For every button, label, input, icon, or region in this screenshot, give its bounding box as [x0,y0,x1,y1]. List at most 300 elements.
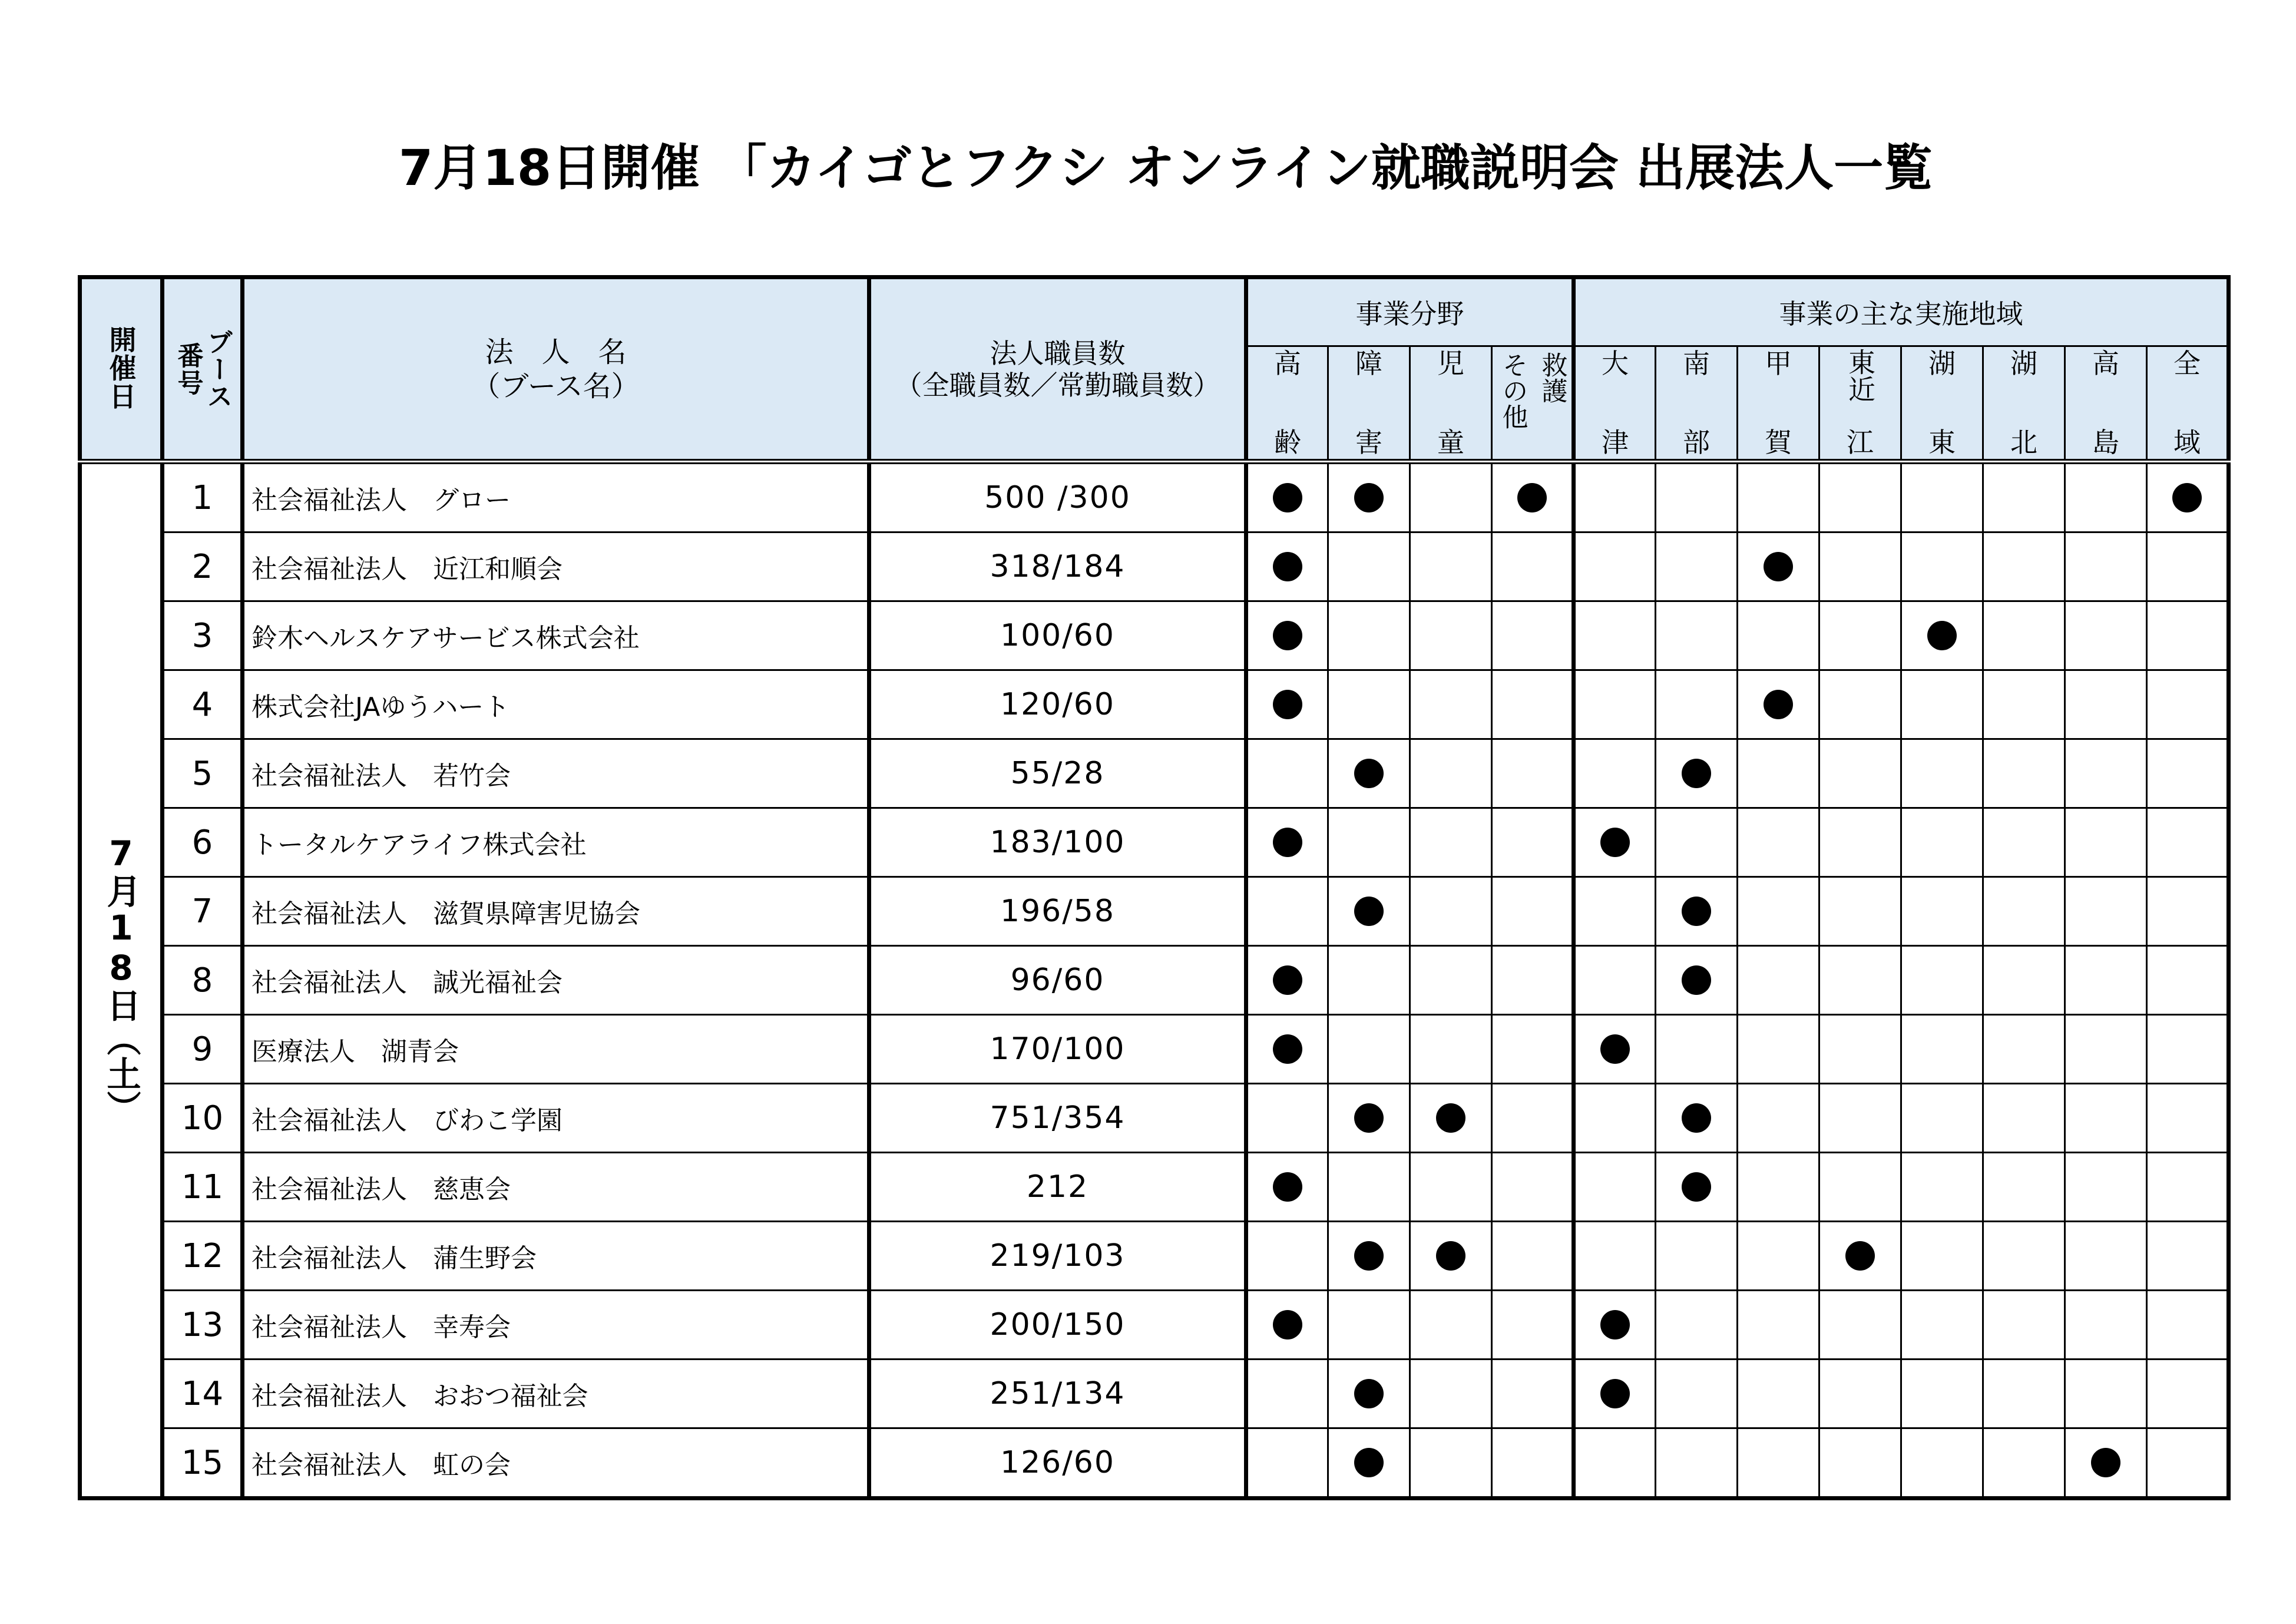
region-cell [1819,1153,1901,1222]
region-cell [1901,877,1983,946]
marker-dot-icon [1682,965,1711,995]
region-cell [2147,670,2229,739]
region-cell [1656,1428,1738,1499]
business-field-cell [1246,1015,1328,1084]
header-corp-name [243,277,869,462]
marker-dot-icon [1764,690,1793,719]
business-field-cell [1492,1015,1574,1084]
region-cell [1656,532,1738,601]
region-cell [1574,1360,1656,1428]
table-row [80,462,2229,532]
region-cell [1983,1222,2065,1291]
staff-count: 96/60 [869,946,1246,1015]
region-cell [2065,670,2147,739]
business-field-cell [1246,532,1328,601]
corporation-name: 社会福祉法人 虹の会 [243,1428,869,1499]
region-cell [1656,877,1738,946]
marker-dot-icon [1354,1448,1384,1477]
region-cell [1983,670,2065,739]
region-cell [1656,808,1738,877]
business-field-cell [1328,877,1410,946]
region-cell [1819,1360,1901,1428]
booth-number: 12 [163,1222,243,1291]
header-date-label: 開催日 [105,325,137,411]
header-region-higashiomi: 東近 江 [1819,346,1901,462]
header-staff-line2: （全職員数／常勤職員数） [895,369,1220,401]
header-business-disability: 障 害 [1328,346,1410,462]
booth-number: 15 [163,1428,243,1499]
region-cell [2065,877,2147,946]
business-field-cell [1492,739,1574,808]
staff-count: 183/100 [869,808,1246,877]
business-field-cell [1246,1291,1328,1360]
header-region-koto: 湖 東 [1901,346,1983,462]
region-cell [2065,946,2147,1015]
business-field-cell [1246,1222,1328,1291]
region-cell [2065,1360,2147,1428]
business-field-cell [1410,808,1492,877]
event-date: 7月18日（土） [101,834,141,1124]
region-cell [1901,1428,1983,1499]
business-field-cell [1410,1015,1492,1084]
region-cell [1738,462,1819,532]
region-cell [1738,1360,1819,1428]
marker-dot-icon [1600,828,1630,857]
region-cell [2147,946,2229,1015]
business-field-cell [1410,1222,1492,1291]
corporation-name: 社会福祉法人 幸寿会 [243,1291,869,1360]
marker-dot-icon [1354,1103,1384,1133]
staff-count: 170/100 [869,1015,1246,1084]
header-region-otsu: 大 津 [1574,346,1656,462]
staff-count: 251/134 [869,1360,1246,1428]
business-field-cell [1492,1428,1574,1499]
header-region-nanbu: 南 部 [1656,346,1738,462]
booth-number: 1 [163,462,243,532]
region-cell [2147,877,2229,946]
region-cell [1901,1153,1983,1222]
marker-dot-icon [1354,897,1384,926]
business-field-cell [1328,739,1410,808]
business-field-cell [1410,1291,1492,1360]
table-row [80,946,2229,1015]
business-field-cell [1328,946,1410,1015]
business-field-cell [1328,1153,1410,1222]
region-cell [1901,532,1983,601]
region-cell [1983,739,2065,808]
marker-dot-icon [1273,965,1302,995]
region-cell [1574,739,1656,808]
table-row [80,877,2229,946]
corporation-name: 社会福祉法人 びわこ学園 [243,1084,869,1153]
region-cell [1983,877,2065,946]
region-cell [1983,1428,2065,1499]
region-cell [1738,670,1819,739]
business-field-cell [1410,946,1492,1015]
region-cell [2065,739,2147,808]
table-row [80,1084,2229,1153]
region-cell [1656,601,1738,670]
marker-dot-icon [1273,621,1302,650]
region-cell [1901,1015,1983,1084]
header-staff-line1: 法人職員数 [990,337,1126,369]
business-field-cell [1246,1428,1328,1499]
business-field-cell [1492,946,1574,1015]
region-cell [1656,1084,1738,1153]
table-row [80,601,2229,670]
region-cell [1983,601,2065,670]
marker-dot-icon [1273,690,1302,719]
marker-dot-icon [1273,1034,1302,1064]
marker-dot-icon [1764,552,1793,581]
header-booth [163,277,243,462]
business-field-cell [1328,808,1410,877]
business-field-cell [1492,1153,1574,1222]
table-row [80,739,2229,808]
region-cell [1738,1153,1819,1222]
region-cell [1574,877,1656,946]
staff-count: 500 /300 [869,462,1246,532]
marker-dot-icon [1845,1241,1875,1271]
business-field-cell [1492,1084,1574,1153]
region-cell [1819,1222,1901,1291]
region-cell [1819,532,1901,601]
corporation-name: 社会福祉法人 滋賀県障害児協会 [243,877,869,946]
business-field-cell [1246,1084,1328,1153]
booth-number: 11 [163,1153,243,1222]
table-row [80,1153,2229,1222]
region-cell [1819,877,1901,946]
marker-dot-icon [1273,828,1302,857]
booth-number: 2 [163,532,243,601]
region-cell [1738,532,1819,601]
region-cell [1983,532,2065,601]
header-region-koka: 甲 賀 [1738,346,1819,462]
business-field-cell [1410,1428,1492,1499]
region-cell [1656,670,1738,739]
table-row [80,808,2229,877]
corporation-name: 株式会社JAゆうハート [243,670,869,739]
region-cell [1738,1428,1819,1499]
region-cell [1983,1291,2065,1360]
table-row [80,532,2229,601]
region-cell [1819,601,1901,670]
business-field-cell [1328,1291,1410,1360]
header-business-group: 事業分野 [1246,277,1574,346]
business-field-cell [1328,1084,1410,1153]
business-field-cell [1410,1084,1492,1153]
region-cell [1738,877,1819,946]
corporation-name: 社会福祉法人 蒲生野会 [243,1222,869,1291]
region-cell [2147,1222,2229,1291]
marker-dot-icon [1600,1310,1630,1339]
region-cell [1819,1084,1901,1153]
region-cell [1738,1222,1819,1291]
region-cell [1819,1015,1901,1084]
region-cell [1574,532,1656,601]
region-cell [1819,739,1901,808]
table-row [80,1428,2229,1499]
region-cell [1574,1015,1656,1084]
region-cell [1983,1153,2065,1222]
region-cell [1574,946,1656,1015]
region-cell [2065,1084,2147,1153]
table-row [80,1291,2229,1360]
marker-dot-icon [1354,483,1384,512]
marker-dot-icon [1354,1241,1384,1271]
booth-number: 13 [163,1291,243,1360]
header-business-other: 救護 その他 [1492,346,1574,462]
header-corp-name-line2: （ブース名） [472,369,640,403]
region-cell [2147,532,2229,601]
booth-number: 3 [163,601,243,670]
region-cell [2065,532,2147,601]
region-cell [1983,946,2065,1015]
region-cell [1574,1222,1656,1291]
header-business-children: 児 童 [1410,346,1492,462]
region-cell [1901,670,1983,739]
region-cell [1574,601,1656,670]
region-cell [2147,1428,2229,1499]
business-field-cell [1492,1291,1574,1360]
page-title-text: 7月18日開催 「カイゴとフクシ オンライン就職説明会 出展法人一覧 [398,139,1933,197]
region-cell [1901,739,1983,808]
region-cell [1738,739,1819,808]
business-field-cell [1246,1153,1328,1222]
marker-dot-icon [1273,1310,1302,1339]
region-cell [1819,808,1901,877]
booth-number: 9 [163,1015,243,1084]
business-field-cell [1246,670,1328,739]
marker-dot-icon [1273,552,1302,581]
region-cell [1819,670,1901,739]
table-row [80,1360,2229,1428]
region-cell [1574,670,1656,739]
corporation-name: 社会福祉法人 若竹会 [243,739,869,808]
region-cell [2147,601,2229,670]
staff-count: 120/60 [869,670,1246,739]
business-field-cell [1410,1153,1492,1222]
region-cell [2065,462,2147,532]
region-cell [1819,1291,1901,1360]
region-cell [1983,808,2065,877]
staff-count: 196/58 [869,877,1246,946]
business-field-cell [1492,877,1574,946]
region-cell [2065,1153,2147,1222]
business-field-cell [1246,877,1328,946]
business-field-cell [1328,462,1410,532]
header-date [80,277,163,462]
business-field-cell [1410,1360,1492,1428]
marker-dot-icon [1682,1103,1711,1133]
business-field-cell [1246,601,1328,670]
region-cell [1656,462,1738,532]
region-cell [1901,946,1983,1015]
region-cell [1901,1222,1983,1291]
booth-number: 14 [163,1360,243,1428]
region-cell [1656,946,1738,1015]
event-date-cell [80,462,163,1499]
business-field-cell [1246,739,1328,808]
region-cell [2147,1291,2229,1360]
region-cell [1574,808,1656,877]
booth-number: 5 [163,739,243,808]
region-cell [1738,1291,1819,1360]
region-cell [1819,462,1901,532]
marker-dot-icon [1682,897,1711,926]
business-field-cell [1410,670,1492,739]
region-cell [2147,1015,2229,1084]
region-cell [1574,462,1656,532]
region-cell [1901,808,1983,877]
region-cell [1738,1084,1819,1153]
business-field-cell [1328,1360,1410,1428]
marker-dot-icon [1927,621,1957,650]
business-field-cell [1410,877,1492,946]
exhibitor-table [78,275,2231,1500]
marker-dot-icon [1600,1034,1630,1064]
business-field-cell [1328,670,1410,739]
region-cell [1574,1153,1656,1222]
header-corp-name-line1: 法 人 名 [485,335,627,369]
header-region-group: 事業の主な実施地域 [1574,277,2229,346]
header-region-all: 全 域 [2147,346,2229,462]
corporation-name: 社会福祉法人 慈恵会 [243,1153,869,1222]
staff-count: 100/60 [869,601,1246,670]
table-body [80,462,2229,1499]
region-cell [1983,1015,2065,1084]
region-cell [2147,1153,2229,1222]
marker-dot-icon [2172,483,2202,512]
header-business-elderly: 高 齢 [1246,346,1328,462]
marker-dot-icon [1600,1379,1630,1408]
marker-dot-icon [1354,1379,1384,1408]
table-row [80,1015,2229,1084]
region-cell [1656,1222,1738,1291]
staff-count: 200/150 [869,1291,1246,1360]
marker-dot-icon [1517,483,1547,512]
staff-count: 318/184 [869,532,1246,601]
booth-number: 6 [163,808,243,877]
region-cell [2065,1428,2147,1499]
business-field-cell [1492,1360,1574,1428]
region-cell [1901,1360,1983,1428]
region-cell [1983,1360,2065,1428]
region-cell [1901,462,1983,532]
business-field-cell [1492,670,1574,739]
booth-number: 8 [163,946,243,1015]
business-field-cell [1328,1428,1410,1499]
staff-count: 55/28 [869,739,1246,808]
region-cell [2065,1291,2147,1360]
booth-number: 10 [163,1084,243,1153]
region-cell [2147,1360,2229,1428]
staff-count: 126/60 [869,1428,1246,1499]
region-cell [2065,808,2147,877]
region-cell [1819,1428,1901,1499]
business-field-cell [1410,532,1492,601]
header-booth-line1: ブース [202,328,233,410]
business-field-cell [1328,532,1410,601]
business-field-cell [1492,601,1574,670]
region-cell [1738,1015,1819,1084]
business-field-cell [1246,1360,1328,1428]
table-row [80,1222,2229,1291]
staff-count: 219/103 [869,1222,1246,1291]
marker-dot-icon [1273,483,1302,512]
booth-number: 7 [163,877,243,946]
corporation-name: トータルケアライフ株式会社 [243,808,869,877]
corporation-name: 社会福祉法人 近江和順会 [243,532,869,601]
region-cell [2147,462,2229,532]
region-cell [2065,1222,2147,1291]
header-region-takashima: 高 島 [2065,346,2147,462]
region-cell [2147,808,2229,877]
business-field-cell [1328,1015,1410,1084]
region-cell [2147,1084,2229,1153]
business-field-cell [1246,462,1328,532]
booth-number: 4 [163,670,243,739]
region-cell [1983,462,2065,532]
business-field-cell [1492,808,1574,877]
marker-dot-icon [1682,1172,1711,1202]
corporation-name: 社会福祉法人 グロー [243,462,869,532]
marker-dot-icon [1436,1241,1465,1271]
region-cell [1983,1084,2065,1153]
region-cell [1901,1084,1983,1153]
header-region-kohoku: 湖 北 [1983,346,2065,462]
business-field-cell [1492,1222,1574,1291]
corporation-name: 鈴木ヘルスケアサービス株式会社 [243,601,869,670]
region-cell [1574,1291,1656,1360]
marker-dot-icon [1682,759,1711,788]
region-cell [1819,946,1901,1015]
region-cell [2065,601,2147,670]
marker-dot-icon [1436,1103,1465,1133]
header-booth-line2: 番号 [173,342,203,396]
marker-dot-icon [1354,759,1384,788]
business-field-cell [1246,946,1328,1015]
region-cell [1901,1291,1983,1360]
page-title [0,127,2296,209]
corporation-name: 医療法人 湖青会 [243,1015,869,1084]
region-cell [1656,1153,1738,1222]
business-field-cell [1246,808,1328,877]
region-cell [1738,808,1819,877]
region-cell [1574,1084,1656,1153]
business-field-cell [1328,1222,1410,1291]
region-cell [1656,1291,1738,1360]
region-cell [1738,946,1819,1015]
business-field-cell [1328,601,1410,670]
corporation-name: 社会福祉法人 おおつ福祉会 [243,1360,869,1428]
region-cell [1656,739,1738,808]
business-field-cell [1410,462,1492,532]
region-cell [1656,1360,1738,1428]
region-cell [2065,1015,2147,1084]
staff-count: 212 [869,1153,1246,1222]
corporation-name: 社会福祉法人 誠光福祉会 [243,946,869,1015]
business-field-cell [1492,532,1574,601]
marker-dot-icon [1273,1172,1302,1202]
business-field-cell [1492,462,1574,532]
region-cell [1574,1428,1656,1499]
region-cell [1738,601,1819,670]
business-field-cell [1410,601,1492,670]
region-cell [1901,601,1983,670]
region-cell [1656,1015,1738,1084]
table-row [80,670,2229,739]
